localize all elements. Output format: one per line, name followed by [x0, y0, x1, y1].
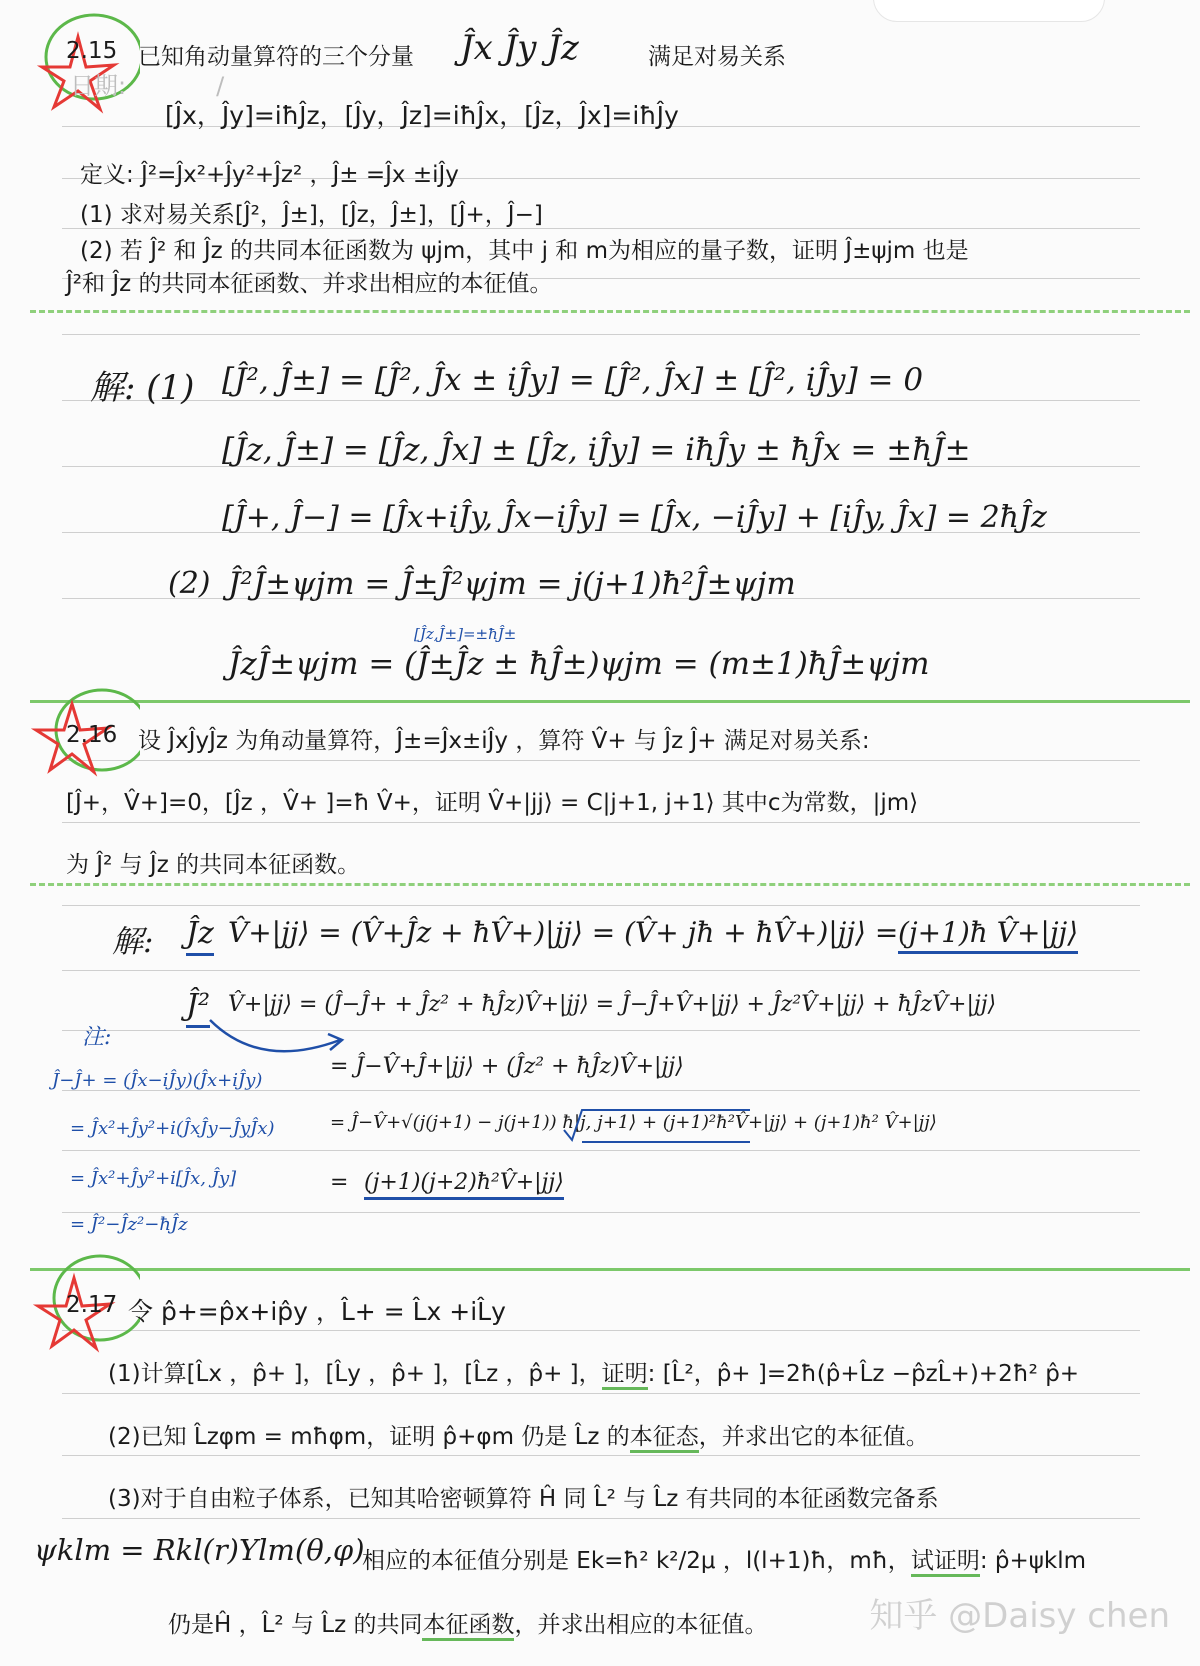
ruled-line	[62, 1518, 1140, 1519]
question-3-eigenvalues	[362, 1542, 1086, 1575]
solution-label: 解: (1)	[90, 368, 195, 408]
operator-jz: Ĵz	[186, 916, 214, 956]
ruled-line	[62, 1393, 1140, 1394]
annotation-note: [Ĵz,Ĵ±]=±ħĴ±	[414, 625, 517, 643]
question-3-end-tail: ，并求出相应的本征值。	[514, 1612, 768, 1638]
ruled-line	[62, 1212, 1140, 1213]
problem-number: 2.15	[66, 38, 118, 64]
ruled-line	[62, 400, 1140, 401]
note-line: = Ĵx²+Ĵy²+i[Ĵx, Ĵy]	[70, 1168, 237, 1189]
question-2-text: (2)已知 L̂zφm = mħφm，证明 p̂+φm 仍是 L̂z 的	[108, 1424, 630, 1450]
wavefunction: ψklm = Rkl(r)Ylm(θ,φ)	[34, 1533, 365, 1567]
question-3: (3)对于自由粒子体系，已知其哈密顿算符 Ĥ 同 L̂² 与 L̂z 有共同的本征函数完备系	[108, 1486, 939, 1512]
eigenstate-label: 本征态	[630, 1424, 699, 1453]
solution-line: V̂+|jj⟩ = (Ĵ−Ĵ+ + Ĵz² + ħĴz)V̂+|jj⟩ = Ĵ−Ĵ+V̂+|jj⟩ + Ĵz²V̂+|jj⟩ + ħĴzV̂+|jj⟩	[228, 992, 997, 1017]
solution-line: = Ĵ−V̂+Ĵ+|jj⟩ + (Ĵz² + ħĴz)V̂+|jj⟩	[330, 1054, 684, 1079]
section-divider	[30, 1268, 1190, 1271]
prove-label: 证明	[602, 1361, 648, 1390]
equals-sign: =	[330, 1170, 349, 1195]
solution-line: [Ĵ², Ĵ±] = [Ĵ², Ĵx ± iĴy] = [Ĵ², Ĵx] ± [Ĵ², iĴy] = 0	[222, 362, 924, 398]
solution-line: ĴzĴ±ψjm = (Ĵ±Ĵz ± ħĴ±)ψjm = (m±1)ħĴ±ψjm	[228, 646, 930, 682]
ruled-line	[62, 822, 1140, 823]
question-1: (1) 求对易关系[Ĵ²，Ĵ±]，[Ĵz，Ĵ±]，[Ĵ+，Ĵ−]	[80, 202, 543, 228]
question-1	[108, 1355, 1079, 1388]
note-line: = Ĵx²+Ĵy²+i(ĴxĴy−ĴyĴx)	[70, 1118, 275, 1139]
eigenvalue-result: (j+1)ħ V̂+|jj⟩	[898, 916, 1078, 954]
question-2-tail: ，并求出它的本征值。	[698, 1424, 929, 1450]
question-2	[108, 1418, 929, 1451]
commutation-relations: [Ĵx，Ĵy]=iħĴz，[Ĵy，Ĵz]=iħĴx，[Ĵz，Ĵx]=iħĴy	[165, 101, 679, 130]
dashed-divider	[30, 883, 1190, 886]
operator-j2: Ĵ²	[186, 988, 210, 1028]
solution-line: Ĵ²Ĵ±ψjm = Ĵ±Ĵ²ψjm = j(j+1)ħ²Ĵ±ψjm	[228, 566, 796, 602]
question-3-end	[168, 1606, 767, 1639]
solution-label: 解:	[112, 924, 154, 960]
ruled-line	[62, 1330, 1140, 1331]
top-tab-shape	[873, 0, 1105, 22]
eigenvalue-result: (j+1)(j+2)ħ²V̂+|jj⟩	[364, 1170, 564, 1200]
solution-label-2: (2)	[168, 566, 211, 601]
problem-number: 2.16	[66, 722, 118, 748]
problem-intro-tail: 满足对易关系	[648, 44, 786, 70]
note-line: Ĵ−Ĵ+ = (Ĵx−iĴy)(Ĵx+iĴy)	[52, 1070, 263, 1091]
ruled-line	[62, 1455, 1140, 1456]
note-line: = Ĵ²−Ĵz²−ħĴz	[70, 1214, 188, 1235]
eigenfunction-label: 本征函数	[422, 1612, 514, 1641]
section-divider	[30, 700, 1190, 703]
problem-intro: 令 p̂+=p̂x+ip̂y ，L̂+ = L̂x +iL̂y	[128, 1297, 506, 1326]
solution-line: = Ĵ−V̂+√(j(j+1) − j(j+1)) ħ|j, j+1⟩ + (j+1)²ħ²V̂+|jj⟩ + (j+1)ħ² V̂+|jj⟩	[330, 1112, 937, 1133]
solution-line: [Ĵ+, Ĵ−] = [Ĵx+iĴy, Ĵx−iĴy] = [Ĵx, −iĴy] + [iĴy, Ĵx] = 2ħĴz	[222, 500, 1047, 535]
watermark: 知乎 @Daisy chen	[869, 1596, 1170, 1636]
problem-conditions: [Ĵ+，V̂+]=0，[Ĵz ，V̂+ ]=ħ V̂+，证明 V̂+|jj⟩ = C|j+1, j+1⟩ 其中c为常数，|jm⟩	[66, 790, 919, 816]
operator-p-psi: : p̂+ψklm	[979, 1548, 1087, 1574]
problem-statement-end: 为 Ĵ² 与 Ĵz 的共同本征函数。	[66, 852, 361, 878]
ruled-line	[62, 970, 1140, 971]
problem-intro: 设 ĴxĴyĴz 为角动量算符，Ĵ±=Ĵx±iĴy ，算符 V̂+ 与 Ĵz Ĵ+ 满足对易关系:	[138, 728, 870, 754]
ruled-line	[62, 760, 1140, 761]
question-1-text: (1)计算[L̂x ，p̂+ ]，[L̂y ，p̂+ ]，[L̂z ，p̂+ ]，	[108, 1361, 602, 1387]
ruled-line	[62, 1150, 1140, 1151]
solution-line: V̂+|jj⟩ = (V̂+Ĵz + ħV̂+)|jj⟩ = (V̂+ jħ + ħV̂+)|jj⟩ =	[228, 916, 899, 949]
question-1-formula: : [L̂²，p̂+ ]=2ħ(p̂+L̂z −p̂zL̂+)+2ħ² p̂+	[647, 1361, 1080, 1387]
date-label: 日期: /	[70, 72, 225, 100]
question-2: (2) 若 Ĵ² 和 Ĵz 的共同本征函数为 ψjm，其中 j 和 m为相应的量子数，证明 Ĵ±ψjm 也是	[80, 238, 969, 264]
dashed-divider	[30, 310, 1190, 313]
ruled-line	[62, 905, 1140, 906]
ruled-line	[62, 334, 1140, 335]
sqrt-box-icon	[560, 1106, 760, 1146]
problem-intro: 已知角动量算符的三个分量	[138, 44, 414, 70]
arrow-icon	[200, 1010, 360, 1070]
problem-number: 2.17	[66, 1292, 118, 1318]
question-2-cont: Ĵ²和 Ĵz 的共同本征函数、并求出相应的本征值。	[66, 271, 553, 297]
try-prove-label: 试证明	[911, 1548, 980, 1577]
solution-line: [Ĵz, Ĵ±] = [Ĵz, Ĵx] ± [Ĵz, iĴy] = iħĴy ± ħĴx = ±ħĴ±	[222, 432, 971, 468]
question-3-end-text: 仍是Ĥ ，L̂² 与 L̂z 的共同	[168, 1612, 423, 1638]
definition-line: 定义: Ĵ²=Ĵx²+Ĵy²+Ĵz² ，Ĵ± =Ĵx ±iĴy	[80, 162, 459, 188]
note-title: 注:	[82, 1025, 112, 1050]
operator-components: Ĵx Ĵy Ĵz	[460, 28, 579, 68]
eigenvalues-text: 相应的本征值分别是 Ek=ħ² k²/2μ ，l(l+1)ħ，mħ，	[362, 1548, 911, 1574]
